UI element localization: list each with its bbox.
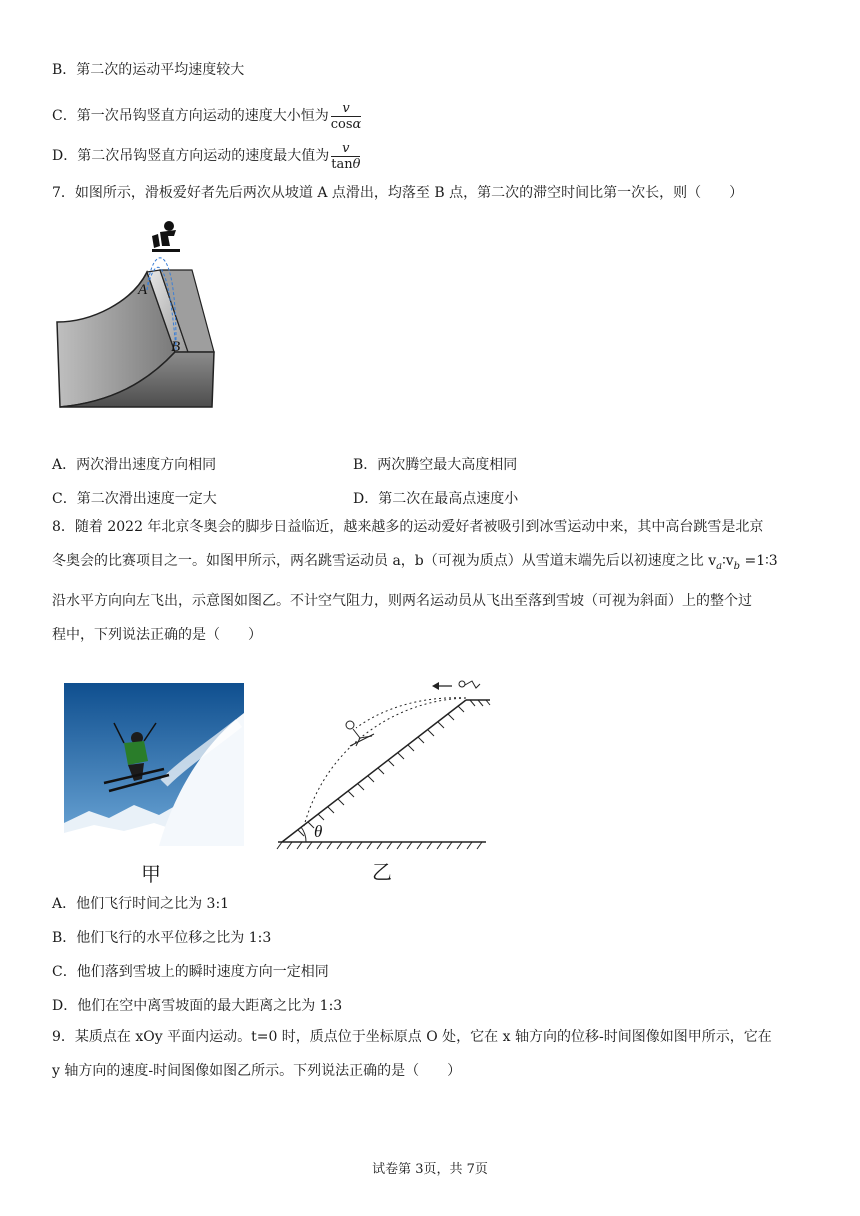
q8-angle-label: θ bbox=[314, 822, 323, 841]
q8-option-c: C．他们落到雪坡上的瞬时速度方向一定相同 bbox=[52, 964, 329, 980]
q7-skate-ramp-figure bbox=[52, 212, 222, 412]
q7-stem: 7．如图所示，滑板爱好者先后两次从坡道 A 点滑出，均落至 B 点，第二次的滞空时间比第一次长，则（ ） bbox=[52, 185, 744, 201]
q7-option-d: D．第二次在最高点速度小 bbox=[353, 491, 519, 507]
q8-option-b: B．他们飞行的水平位移之比为 1:3 bbox=[52, 930, 272, 946]
q6-option-d-fraction bbox=[331, 141, 360, 172]
fraction-denominator: tanθ bbox=[331, 156, 361, 172]
fraction-numerator: v bbox=[331, 141, 360, 157]
q6-option-d bbox=[52, 138, 360, 174]
q8-option-d: D．他们在空中离雪坡面的最大距离之比为 1:3 bbox=[52, 998, 343, 1014]
skater-icon bbox=[152, 221, 180, 252]
fraction-numerator: v bbox=[331, 101, 362, 117]
q8-stem-line1: 8．随着 2022 年北京冬奥会的脚步日益临近，越来越多的运动爱好者被吸引到冰雪运动中来，其中高台跳雪是北京 bbox=[52, 519, 764, 535]
q6-option-c-fraction bbox=[331, 101, 362, 132]
q8-stem-line3: 沿水平方向向左飞出，示意图如图乙。不计空气阻力，则两名运动员从飞出至落到雪坡（可视为斜面）上的整个过 bbox=[52, 592, 752, 609]
q8-ski-jump-photo bbox=[64, 683, 244, 846]
q6-option-c-text: C．第一次吊钩竖直方向运动的速度大小恒为 bbox=[52, 108, 329, 124]
q9-stem bbox=[52, 1020, 812, 1088]
q8-option-a: A．他们飞行时间之比为 3:1 bbox=[52, 896, 230, 912]
q8-caption-jia: 甲 bbox=[141, 862, 161, 886]
q6-option-c bbox=[52, 98, 361, 134]
q7-option-b: B．两次腾空最大高度相同 bbox=[353, 457, 518, 473]
q9-stem-line1: 9．某质点在 xOy 平面内运动。t=0 时，质点位于坐标原点 O 处，它在 x 轴方向的位移-时间图像如图甲所示，它在 bbox=[52, 1029, 772, 1045]
q6-option-d-text: D．第二次吊钩竖直方向运动的速度最大值为 bbox=[52, 148, 330, 164]
fraction-denominator: cosα bbox=[330, 116, 362, 132]
q8-stem bbox=[52, 510, 812, 652]
q8-slope-diagram bbox=[276, 676, 491, 852]
q8-stem-line4: 程中，下列说法正确的是（ ） bbox=[52, 626, 262, 643]
page-footer: 试卷第 3页，共 7页 bbox=[372, 1162, 488, 1177]
q7-option-c: C．第二次滑出速度一定大 bbox=[52, 491, 217, 507]
q9-stem-line2: y 轴方向的速度-时间图像如图乙所示。下列说法正确的是（ ） bbox=[52, 1063, 462, 1079]
skier-top-icon bbox=[459, 681, 480, 688]
q8-stem-line2: 冬奥会的比赛项目之一。如图甲所示，两名跳雪运动员 a，b（可视为质点）从雪道末端先后以初速度之比 $v_a∶v_b$ =1∶3 bbox=[52, 553, 778, 572]
q7-label-b: B bbox=[171, 339, 181, 355]
q6-option-b: B．第二次的运动平均速度较大 bbox=[52, 62, 245, 78]
q8-caption-yi: 乙 bbox=[372, 860, 392, 884]
q7-option-a: A．两次滑出速度方向相同 bbox=[52, 457, 217, 473]
q7-label-a: A bbox=[138, 282, 148, 298]
